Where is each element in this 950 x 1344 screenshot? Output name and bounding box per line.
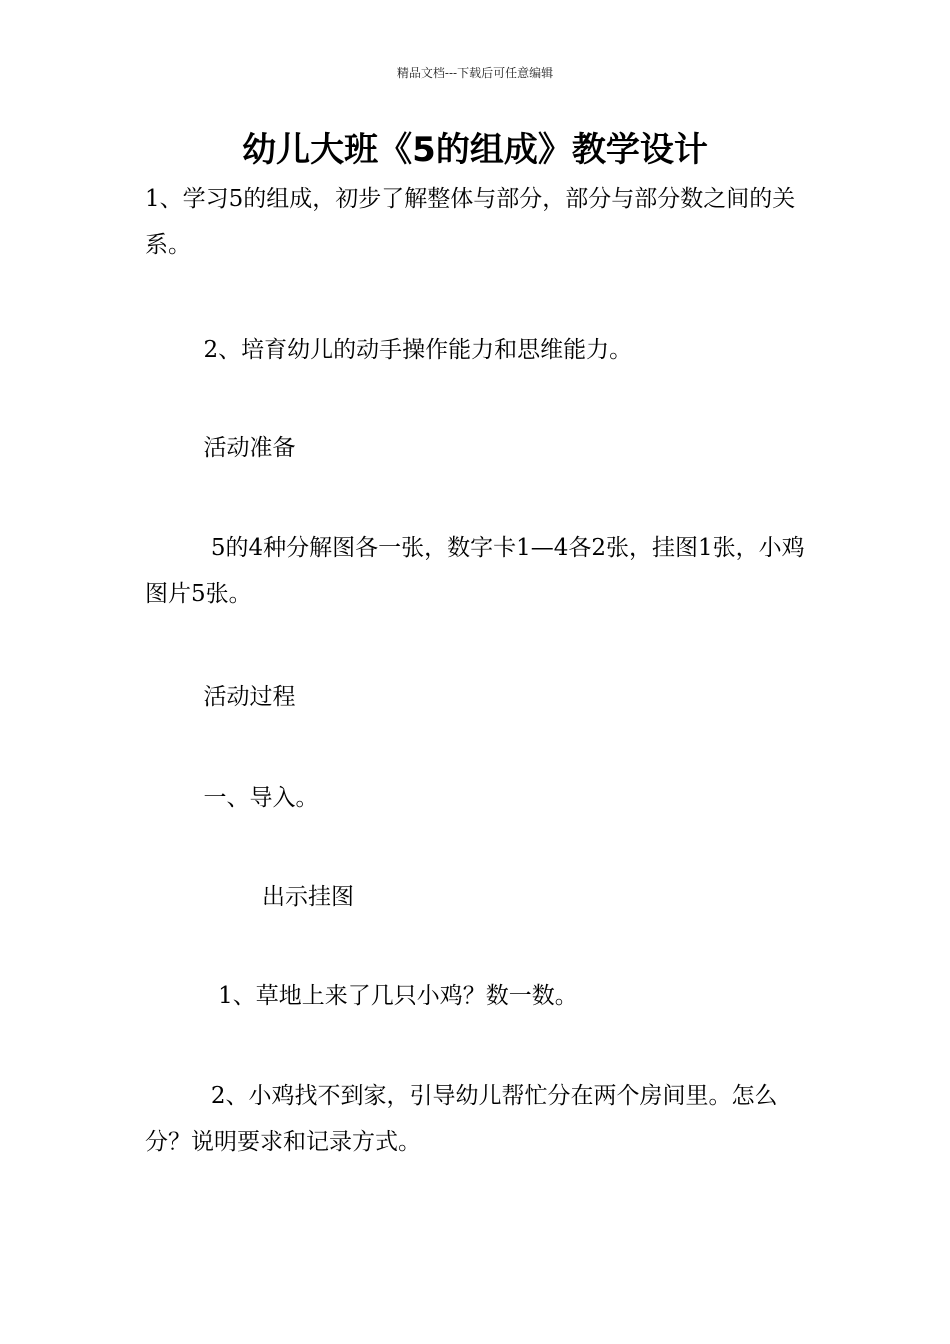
page-header: 精品文档---下载后可任意编辑 <box>396 66 554 80</box>
paragraph-question-2: 2、小鸡找不到家，引导幼儿帮忙分在两个房间里。怎么分？说明要求和记录方式。 <box>145 1083 778 1155</box>
paragraph-show-picture: 出示挂图 <box>145 884 354 910</box>
paragraph-step-intro: 一、导入。 <box>145 785 319 811</box>
document-title: 幼儿大班《5的组成》教学设计 <box>242 130 708 170</box>
paragraph-materials: 5的4种分解图各一张，数字卡1—4各2张，挂图1张，小鸡图片5张。 <box>145 535 805 607</box>
paragraph-objective-1: 1、学习5的组成，初步了解整体与部分，部分与部分数之间的关系。 <box>145 186 796 258</box>
paragraph-heading-preparation: 活动准备 <box>145 435 296 461</box>
paragraph-question-1: 1、草地上来了几只小鸡？数一数。 <box>145 983 578 1009</box>
paragraph-heading-process: 活动过程 <box>145 684 296 710</box>
paragraph-objective-2: 2、培育幼儿的动手操作能力和思维能力。 <box>145 337 633 363</box>
